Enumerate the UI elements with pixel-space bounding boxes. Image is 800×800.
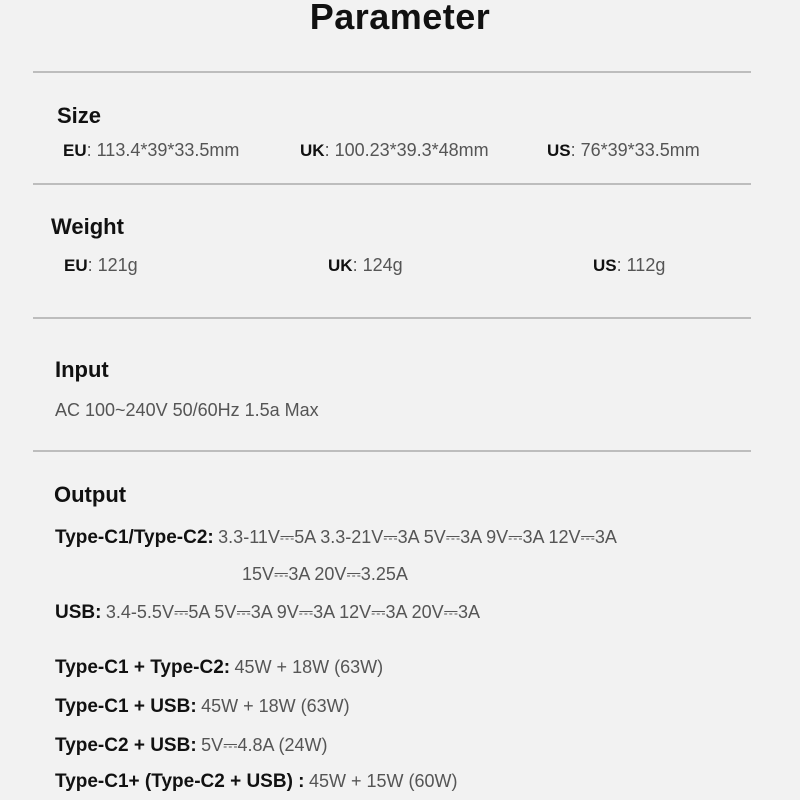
weight-eu [64,255,138,276]
combo-row [55,657,383,679]
size-us-value: : 76*39*33.5mm [570,140,700,160]
divider [33,317,751,319]
input-text: AC 100~240V 50/60Hz 1.5a Max [55,400,319,420]
weight-uk-key: UK [328,256,353,275]
typec-output-values-2: 15V⎓3A 20V⎓3.25A [242,564,408,584]
combo-row [55,696,350,718]
weight-uk-value: : 124g [352,255,403,275]
combo-label: Type-C2 + USB: [55,735,197,756]
input-heading: Input [55,357,109,382]
weight-us-key: US [593,256,617,275]
combo-label: Type-C1 + USB: [55,696,197,717]
combo-label: Type-C1+ (Type-C2 + USB) : [55,771,305,792]
weight-eu-value: : 121g [87,255,138,275]
size-heading: Size [57,103,102,128]
typec-output-row-2 [242,564,408,585]
divider [33,71,751,73]
weight-us-value: : 112g [616,255,666,275]
typec-output-label: Type-C1/Type-C2: [55,527,214,548]
typec-output-values: 3.3-11V⎓5A 3.3-21V⎓3A 5V⎓3A 9V⎓3A 12V⎓3A [218,527,617,547]
combo-value: 45W + 18W (63W) [201,696,350,716]
combo-value: 45W + 15W (60W) [308,771,458,791]
combo-value: 45W + 18W (63W) [234,657,384,677]
typec-output-row [55,527,617,549]
size-uk [300,140,489,161]
weight-eu-key: EU [64,256,88,275]
usb-output-row [55,602,480,624]
size-us-key: US [547,141,571,160]
size-uk-value: : 100.23*39.3*48mm [324,140,489,160]
size-eu-key: EU [63,141,87,160]
divider [33,183,751,185]
weight-us [593,255,665,276]
page-title: Parameter [309,0,491,37]
usb-output-values: 3.4-5.5V⎓5A 5V⎓3A 9V⎓3A 12V⎓3A 20V⎓3A [105,602,480,622]
weight-heading: Weight [51,214,124,239]
combo-row [55,735,328,757]
weight-uk [328,255,403,276]
usb-output-label: USB: [55,602,102,623]
size-eu-value: : 113.4*39*33.5mm [86,140,240,160]
combo-value: 5V⎓4.8A (24W) [201,735,328,755]
size-uk-key: UK [300,141,325,160]
combo-row [55,771,458,793]
size-eu [63,140,239,161]
divider [33,450,751,452]
size-us [547,140,700,161]
output-heading: Output [54,482,127,507]
combo-label: Type-C1 + Type-C2: [55,657,231,678]
